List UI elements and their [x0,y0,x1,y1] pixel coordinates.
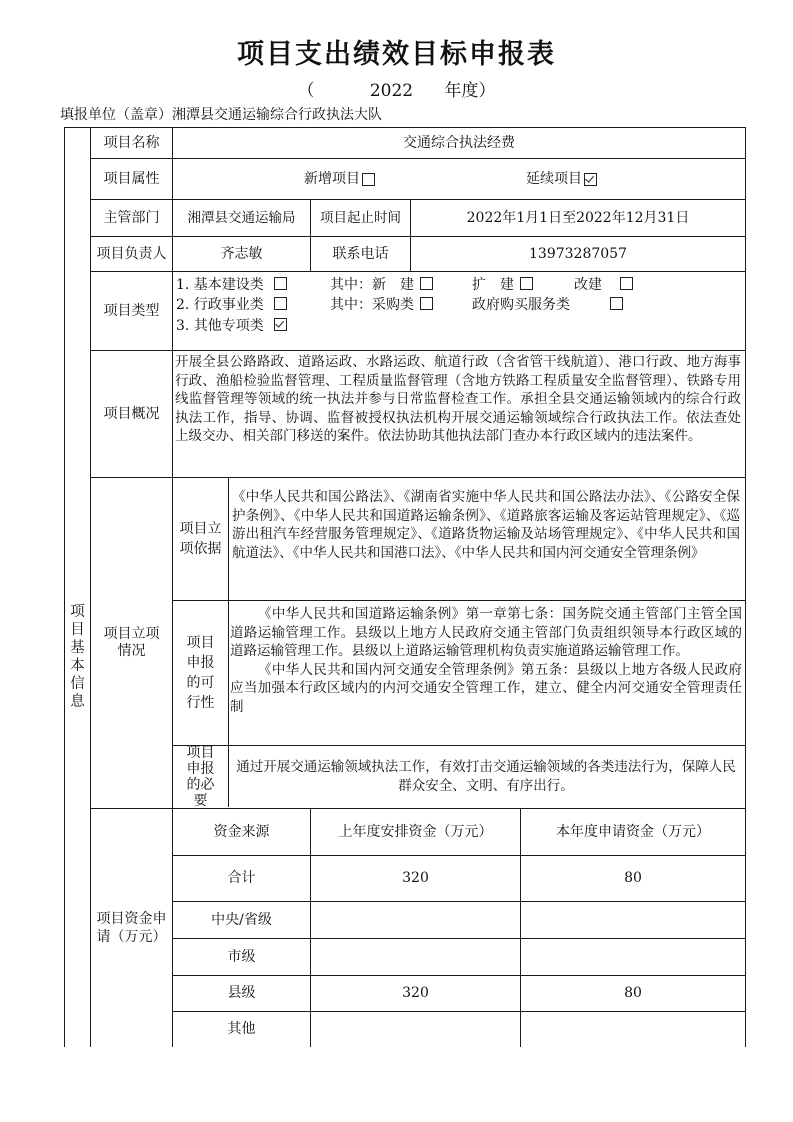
type-basic-option[interactable] [176,274,287,294]
year-value: 2022 [369,81,414,101]
type-rebuild-option[interactable] [574,274,633,294]
type-purchase-checkbox[interactable] [420,297,433,310]
type-admin-checkbox[interactable] [274,297,287,310]
establish-label [91,478,172,808]
type-other-checkbox[interactable] [274,318,287,331]
feasibility-box [230,605,742,743]
establish-label-text: 项目立项情况 [103,626,160,659]
funds-row-prev [311,902,520,938]
attr-continue-label: 延续项目 [526,170,582,187]
leader-label: 项目负责人 [96,245,167,262]
funds-row-name: 合计 [227,870,256,886]
leader-value: 齐志敏 [220,245,263,262]
funds-row-name: 其他 [227,1021,256,1037]
attr-new-label: 新增项目 [304,170,360,187]
feasibility-label-text: 项目申报的可行性 [186,635,215,711]
necessity-label-text: 项目申报的必要 [186,745,215,809]
type-admin-label: 2. 行政事业类 [176,297,264,313]
necessity-text: 通过开展交通运输领域执法工作，有效打击交通运输领域的各类违法行为，保障人民群众安全、文明、有序出行。 [236,759,736,794]
form-title: 项目支出绩效目标申报表 [237,39,556,70]
type-other-label: 3. 其他专项类 [176,318,264,334]
funds-row-curr: 80 [624,985,642,1001]
feasibility-text-2: 《中华人民共和国内河交通安全管理条例》第五条：县级以上地方各级人民政府应当加强本行政区域内的内河交通安全管理工作，建立、健全内河交通安全管理责任制 [230,661,742,715]
type-label: 项目类型 [103,302,160,319]
type-new-build-label: 其中：新 建 [330,277,414,293]
project-attr-label: 项目属性 [103,170,160,187]
type-expand-checkbox[interactable] [520,277,533,290]
section-label: 项目基本信息 [70,604,85,710]
attr-continue-option[interactable] [526,159,676,199]
project-name-label: 项目名称 [103,134,160,151]
type-purchase-option[interactable] [330,294,433,314]
dept-label: 主管部门 [103,209,160,226]
form-table [64,127,746,1047]
attr-new-checkbox[interactable] [362,173,375,186]
feasibility-text-1: 《中华人民共和国道路运输条例》第一章第七条：国务院交通主管部门主管全国道路运输管理工作。县级以上地方人民政府交通主管部门负责组织领导本行政区域的道路运输管理工作。县级以上道路运输管理机构负责实施道路运输管理工作。 [230,606,742,659]
funds-row-curr [521,902,745,938]
feasibility-label [173,601,228,745]
basis-label [173,478,228,600]
period-value: 2022年1月1日至2022年12月31日 [466,209,690,226]
funds-row-prev [311,1012,520,1047]
year-label: 年度） [444,81,496,101]
type-rebuild-label: 改建 [574,277,602,293]
funds-label [91,809,172,1047]
year-open-paren: （ [297,81,315,101]
phone-label: 联系电话 [332,245,389,262]
type-purchase-label: 其中：采购类 [330,297,414,313]
basis-label-text: 项目立项依据 [179,521,222,557]
type-admin-option[interactable] [176,294,287,314]
type-basic-checkbox[interactable] [274,277,287,290]
type-new-build-checkbox[interactable] [420,277,433,290]
phone-value: 13973287057 [529,245,627,262]
type-gov-service-option[interactable] [472,294,623,314]
necessity-label [173,746,228,808]
type-new-build-option[interactable] [330,274,433,294]
dept-value: 湘潭县交通运输局 [187,209,296,226]
funds-label-text: 项目资金申请（万元） [96,911,167,945]
type-basic-label: 1. 基本建设类 [176,277,264,293]
funds-col-source: 资金来源 [213,823,270,840]
funds-row-prev: 320 [402,870,429,886]
funds-row-name: 市级 [227,948,256,965]
overview-label: 项目概况 [103,405,160,422]
type-other-option[interactable] [176,315,287,335]
funds-row-prev [311,939,520,975]
funds-col-curr: 本年度申请资金（万元） [556,823,710,840]
funds-row-curr: 80 [624,870,642,886]
funds-row-curr [521,939,745,975]
basis-text: 《中华人民共和国公路法》、《湖南省实施中华人民共和国公路法办法》、《公路安全保护条例》、《中华人民共和国道路运输条例》、《道路旅客运输及客运站管理规定》、《巡游出租汽车经营服务管理规定》、《道路货物运输及站场管理规定》、《中华人民共和国航道法》、《中华人民共和国港口法》、《中华人民共和国内河交通安全管理条例》 [232,489,740,561]
funds-row-name: 中央/省级 [211,911,272,928]
period-label: 项目起止时间 [320,209,401,226]
funds-col-prev: 上年度安排资金（万元） [338,823,493,840]
funds-row-name: 县级 [227,985,256,1001]
project-name-value: 交通综合执法经费 [403,134,515,151]
year-line [0,76,793,101]
type-expand-label: 扩 建 [472,277,514,293]
type-gov-service-checkbox[interactable] [610,297,623,310]
type-gov-service-label: 政府购买服务类 [472,297,570,313]
reporting-unit: 填报单位（盖章）湘潭县交通运输综合行政执法大队 [60,107,382,123]
attr-new-option[interactable] [304,159,454,199]
attr-continue-checkbox[interactable] [584,173,597,186]
funds-row-curr [521,1012,745,1047]
overview-text: 开展全县公路路政、道路运政、水路运政、航道行政（含省管干线航道）、港口行政、地方海事行政、渔船检验监督管理、工程质量监督管理（含地方铁路工程质量安全监督管理）、铁路专用线监督管理等领域的统一执法并参与日常监督检查工作。承担全县交通运输领域内的综合行政执法工作，指导、协调、监督被授权执法机构开展交通运输领域综合行政执法工作。依法查处上级交办、相关部门移送的案件。依法协助其他执法部门查办本行政区域内的违法案件。 [175,354,741,444]
type-expand-option[interactable] [472,274,533,294]
funds-row-prev: 320 [402,985,429,1001]
type-rebuild-checkbox[interactable] [620,277,633,290]
